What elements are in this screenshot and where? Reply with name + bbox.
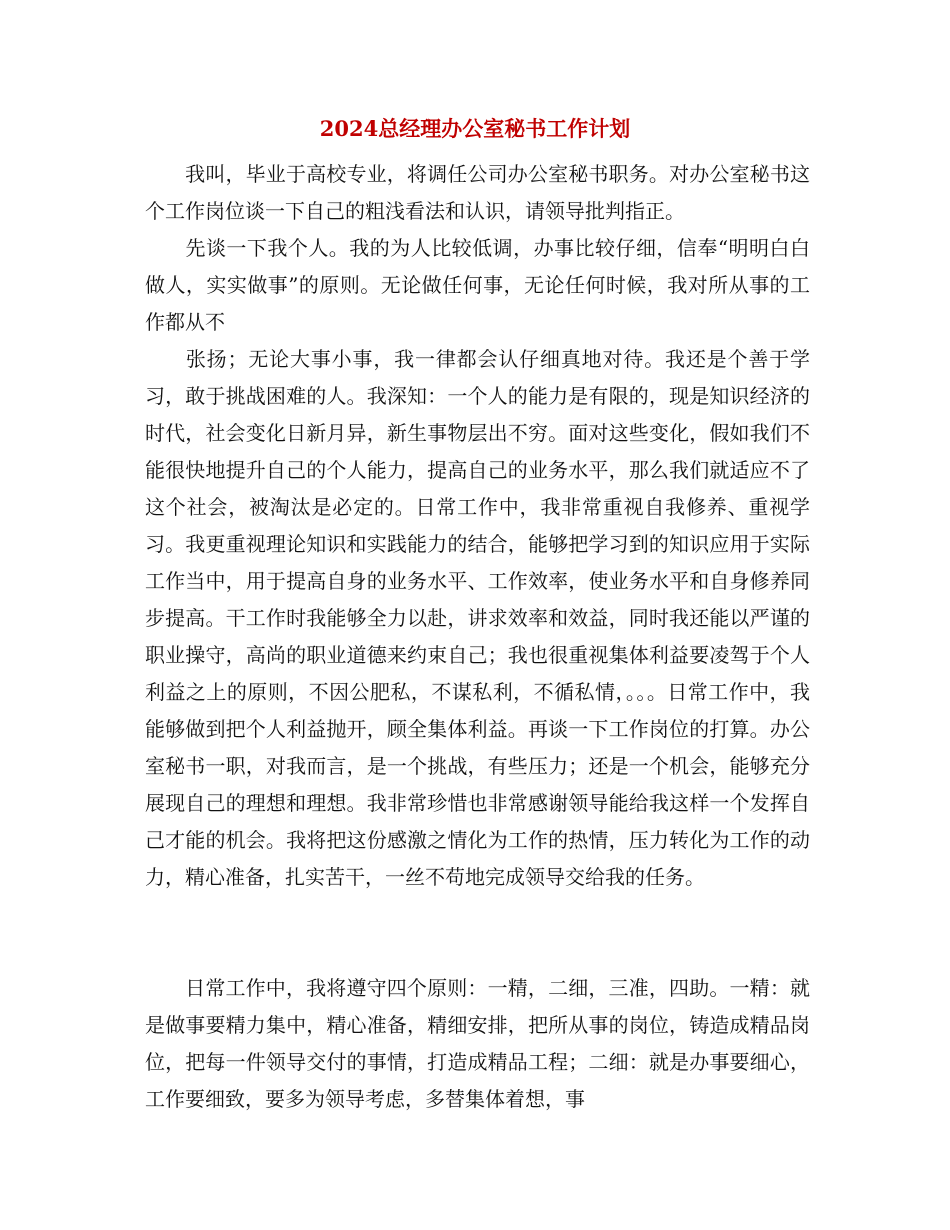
paragraph-2-text: 先谈一下我个人。我的为人比较低调，办事比较仔细，信奉“明明白白做人，实实做事”的原则。无论做任何事，无论任何时候，我对所从事的工作都从不 bbox=[145, 236, 810, 334]
paragraph-3 bbox=[145, 341, 810, 896]
document-title: 2024总经理办公室秘书工作计划 bbox=[319, 116, 631, 141]
paragraph-1-text: 我叫，毕业于高校专业，将调任公司办公室秘书职务。对办公室秘书这个工作岗位谈一下自己的粗浅看法和认识，请领导批判指正。 bbox=[145, 162, 810, 223]
paragraph-4-text: 日常工作中，我将遵守四个原则：一精，二细，三准，四助。一精：就是做事要精力集中，精心准备，精细安排，把所从事的岗位，铸造成精品岗位，把每一件领导交付的事情，打造成精品工程；二细：就是办事要细心，工作要细致，要多为领导考虑，多替集体着想，事 bbox=[145, 976, 810, 1111]
paragraph-4 bbox=[145, 970, 810, 1118]
paragraph-3-text: 张扬；无论大事小事，我一律都会认仔细真地对待。我还是个善于学习，敢于挑战困难的人。我深知：一个人的能力是有限的，现是知识经济的时代，社会变化日新月异，新生事物层出不穷。面对这些变化，假如我们不能很快地提升自己的个人能力，提高自己的业务水平，那么我们就适应不了这个社会，被淘汰是必定的。日常工作中，我非常重视自我修养、重视学习。我更重视理论知识和实践能力的结合，能够把学习到的知识应用于实际工作当中，用于提高自身的业务水平、工作效率，使业务水平和自身修养同步提高。干工作时我能够全力以赴，讲求效率和效益，同时我还能以严谨的职业操守，高尚的职业道德来约束自己；我也很重视集体利益要凌驾于个人利益之上的原则，不因公肥私，不谋私利，不循私情，。。。日常工作中，我能够做到把个人利益抛开，顾全集体利益。再谈一下工作岗位的打算。办公室秘书一职，对我而言，是一个挑战，有些压力；还是一个机会，能够充分展现自己的理想和理想。我非常珍惜也非常感谢领导能给我这样一个发挥自己才能的机会。我将把这份感激之情化为工作的热情，压力转化为工作的动力，精心准备，扎实苦干，一丝不苟地完成领导交给我的任务。 bbox=[145, 347, 810, 889]
paragraph-2 bbox=[145, 230, 810, 341]
paragraph-1 bbox=[145, 156, 810, 230]
